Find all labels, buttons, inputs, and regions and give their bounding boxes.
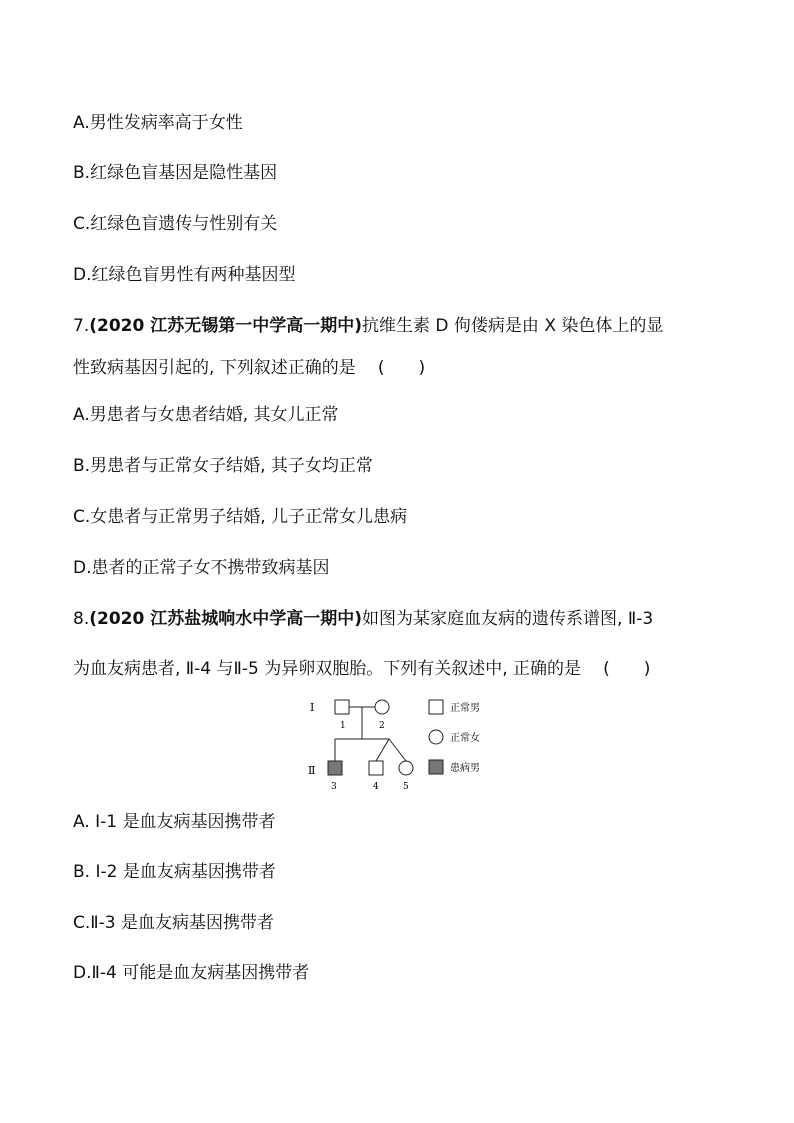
individual-5-label: 5 [403, 782, 409, 792]
individual-1-label: 1 [340, 721, 346, 731]
individual-3-label: 3 [331, 782, 337, 792]
legend-affected-male-label: 患病男 [450, 763, 480, 774]
legend-normal-male-label: 正常男 [450, 703, 480, 714]
legend-normal-male-square [429, 700, 443, 714]
q6-option-a: A.男性发病率高于女性 [73, 113, 243, 133]
q6-option-b: B.红绿色盲基因是隐性基因 [73, 163, 278, 183]
q7-source: (2020 江苏无锡第一中学高一期中) [89, 316, 363, 336]
q7-option-a: A.男患者与女患者结婚, 其女儿正常 [73, 405, 339, 425]
q6-option-c: C.红绿色盲遗传与性别有关 [73, 214, 278, 234]
q8-stem-text1: 如图为某家庭血友病的遗传系谱图, Ⅱ-3 [362, 609, 654, 629]
q8-stem-line2 [73, 658, 650, 680]
q7-stem-line1 [73, 315, 663, 337]
q7-number: 7. [73, 316, 90, 336]
twin-5-line [389, 739, 406, 761]
q7-stem-line2 [73, 357, 425, 379]
q8-source: (2020 江苏盐城响水中学高一期中) [89, 609, 363, 629]
individual-1-normal-male-square [335, 700, 349, 714]
q8-option-c: C.Ⅱ-3 是血友病基因携带者 [73, 913, 274, 933]
legend-normal-female-label: 正常女 [450, 733, 480, 744]
individual-2-normal-female-circle [375, 700, 389, 714]
q8-option-a: A. Ⅰ-1 是血友病基因携带者 [73, 812, 276, 832]
generation-2-label: Ⅱ [308, 764, 316, 777]
individual-4-label: 4 [373, 782, 379, 792]
twin-4-line [376, 739, 389, 761]
q8-answer-paren: ( ) [603, 659, 651, 679]
q7-stem-text1: 抗维生素 D 佝偻病是由 X 染色体上的显 [362, 316, 664, 336]
q8-number: 8. [73, 609, 90, 629]
q8-option-b: B. Ⅰ-2 是血友病基因携带者 [73, 862, 276, 882]
individual-4-normal-male-square [369, 761, 383, 775]
q8-stem-text2: 为血友病患者, Ⅱ-4 与Ⅱ-5 为异卵双胞胎。下列有关叙述中, 正确的是 [73, 659, 582, 679]
q7-option-c: C.女患者与正常男子结婚, 儿子正常女儿患病 [73, 507, 408, 527]
legend-affected-male-square [429, 760, 443, 774]
q7-option-b: B.男患者与正常女子结婚, 其子女均正常 [73, 456, 373, 476]
generation-1-label: Ⅰ [310, 701, 315, 714]
q8-stem-line1 [73, 608, 653, 630]
q8-option-d: D.Ⅱ-4 可能是血友病基因携带者 [73, 963, 310, 983]
q7-stem-text2: 性致病基因引起的, 下列叙述正确的是 [73, 358, 356, 378]
individual-2-label: 2 [379, 721, 385, 731]
q7-option-d: D.患者的正常子女不携带致病基因 [73, 558, 330, 578]
individual-5-normal-female-circle [399, 761, 413, 775]
individual-3-affected-male-square [328, 761, 342, 775]
legend-normal-female-circle [429, 730, 443, 744]
q6-option-d: D.红绿色盲男性有两种基因型 [73, 265, 296, 285]
q7-answer-paren: ( ) [377, 358, 426, 378]
pedigree-diagram [300, 694, 500, 794]
